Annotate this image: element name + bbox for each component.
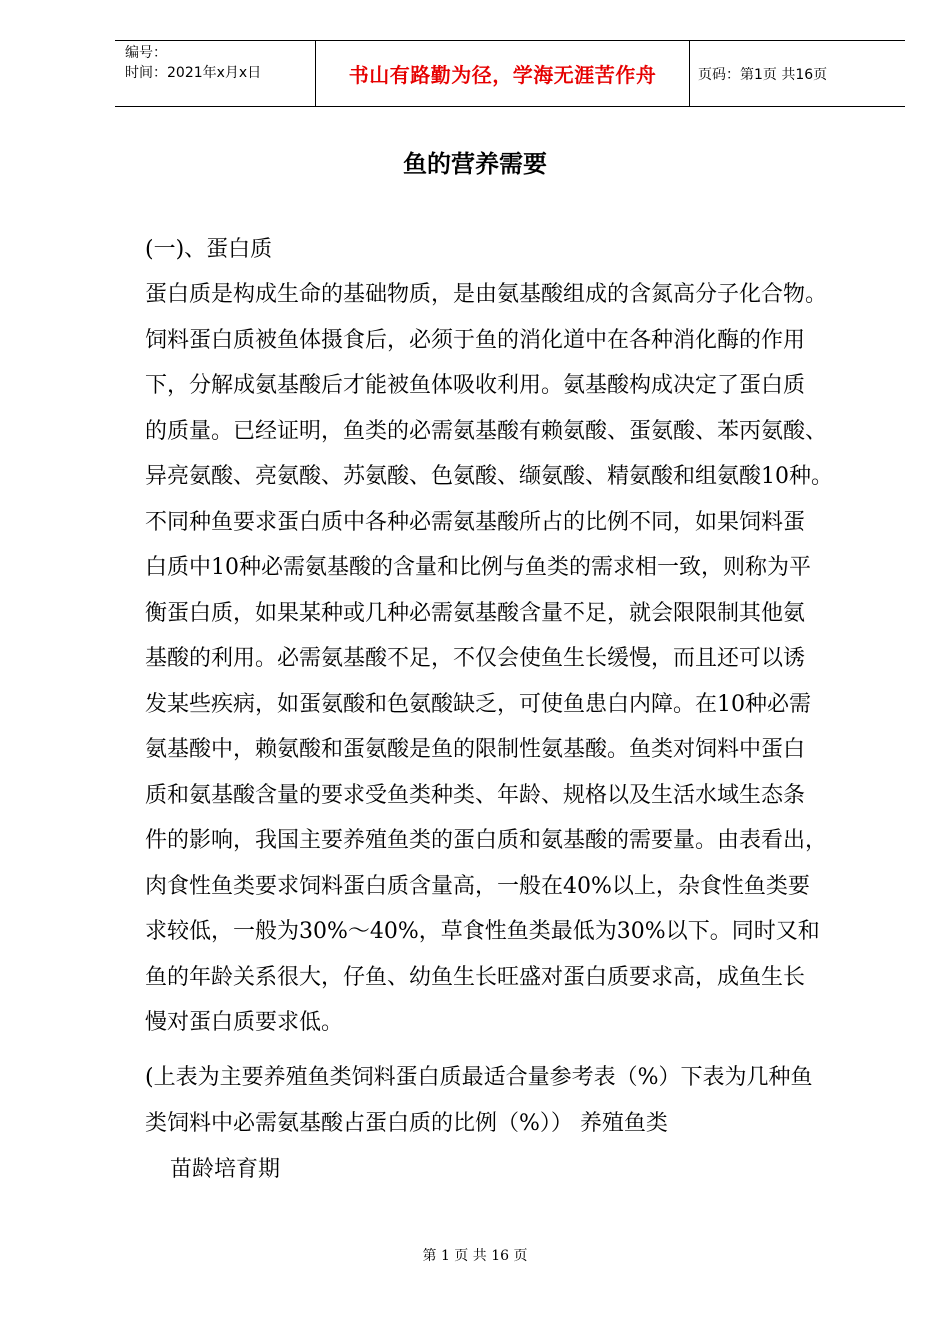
paragraph-line: 发某些疾病，如蛋氨酸和色氨酸缺乏，可使鱼患白内障。在10种必需: [145, 691, 811, 717]
header-motto: 书山有路勤为径，学海无涯苦作舟: [316, 41, 690, 106]
document-header: [115, 40, 905, 107]
paragraph-line: 异亮氨酸、亮氨酸、苏氨酸、色氨酸、缬氨酸、精氨酸和组氨酸10种。: [145, 464, 833, 489]
paragraph-line: 鱼的年龄关系很大，仔鱼、幼鱼生长旺盛对蛋白质要求高，成鱼生长: [145, 964, 806, 990]
paragraph-line: 氨基酸中，赖氨酸和蛋氨酸是鱼的限制性氨基酸。鱼类对饲料中蛋白: [145, 737, 806, 762]
subcaption: 苗龄培育期: [170, 1157, 281, 1182]
paragraph-line: 蛋白质是构成生命的基础物质，是由氨基酸组成的含氮高分子化合物。: [145, 282, 828, 307]
page-footer: 第 1 页 共 16 页: [422, 1248, 528, 1264]
paragraph-line: 的质量。已经证明，鱼类的必需氨基酸有赖氨酸、蛋氨酸、苯丙氨酸、: [145, 418, 828, 444]
paragraph-line: 不同种鱼要求蛋白质中各种必需氨基酸所占的比例不同，如果饲料蛋: [145, 509, 806, 535]
header-meta: [115, 41, 316, 106]
document-title: 鱼的营养需要: [403, 150, 547, 178]
paragraph-line: 下，分解成氨基酸后才能被鱼体吸收利用。氨基酸构成决定了蛋白质: [145, 373, 806, 398]
time-label: 时间：2021年x月x日: [125, 65, 262, 81]
paragraph-line: 基酸的利用。必需氨基酸不足，不仅会使鱼生长缓慢，而且还可以诱: [145, 646, 806, 671]
paragraph-line: 衡蛋白质，如果某种或几种必需氨基酸含量不足，就会限限制其他氨: [145, 600, 806, 626]
paragraph-line: 质和氨基酸含量的要求受鱼类种类、年龄、规格以及生活水域生态条: [145, 782, 806, 808]
number-label: 编号：: [125, 45, 167, 61]
paragraph-line: 慢对蛋白质要求低。: [145, 1010, 344, 1035]
header-page-info: 页码：第1页 共16页: [698, 66, 828, 83]
paragraph-line: 白质中10种必需氨基酸的含量和比例与鱼类的需求相一致，则称为平: [145, 555, 811, 580]
paragraph-line: 求较低，一般为30%～40%，草食性鱼类最低为30%以下。同时又和: [145, 919, 820, 944]
section-heading: (一)、蛋白质: [145, 237, 273, 262]
paragraph-line: 肉食性鱼类要求饲料蛋白质含量高，一般在40%以上，杂食性鱼类要: [145, 873, 810, 899]
body-paragraph: [145, 275, 833, 1049]
paragraph-line: 饲料蛋白质被鱼体摄食后，必须于鱼的消化道中在各种消化酶的作用: [145, 327, 806, 353]
caption-line: 类饲料中必需氨基酸占蛋白质的比例（%）） 养殖鱼类: [145, 1110, 668, 1136]
caption-line: (上表为主要养殖鱼类饲料蛋白质最适合量参考表（%）下表为几种鱼: [145, 1065, 813, 1090]
table-caption: [145, 1058, 813, 1149]
paragraph-line: 件的影响，我国主要养殖鱼类的蛋白质和氨基酸的需要量。由表看出，: [145, 828, 828, 853]
